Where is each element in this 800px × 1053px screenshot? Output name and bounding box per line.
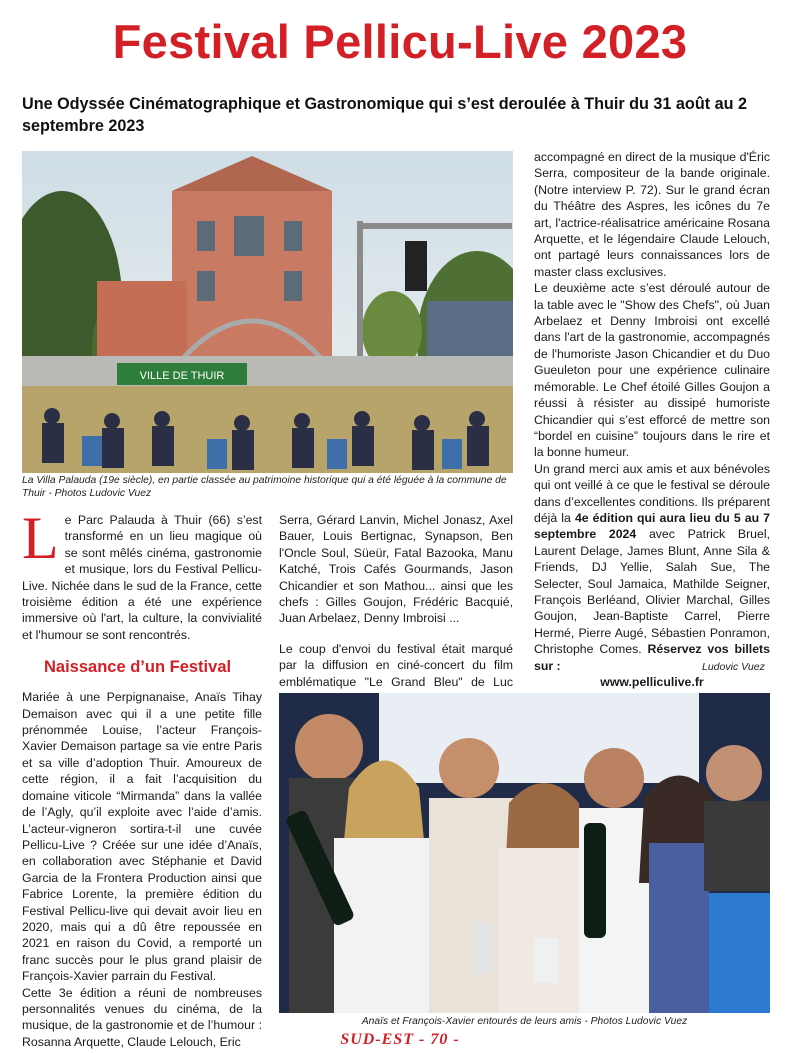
section-heading: Naissance d’un Festival [44, 658, 232, 677]
villa-photo [22, 151, 513, 473]
drop-cap: L [22, 505, 59, 571]
author-signature: Ludovic Vuez [702, 661, 765, 673]
group-photo [279, 693, 770, 1013]
col2-paragraph-2: Le coup d'envoi du festival était marqué par la diffusion en ciné-concert du film emblématique "Le Grand Bleu" de Luc [279, 641, 513, 689]
col3-paragraph-2: Le deuxième acte s’est déroulé autour de la table avec le "Show des Chefs", où Juan Arbelaez et Denny Imbroisi ont excellé dans l'art de la gastronomie, accompagnés de l'humoriste Jason Chicandier et du Duo Gueuleton pour une expérience culinaire mémorable. Le Chef étoilé Gilles Goujon a réussi à résister au dissipé humoriste Chicandier qui s’est efforcé de mettre son “bordel en cuisine” toujours dans le rire et la bonne humeur. [534, 281, 770, 460]
page-footer: SUD-EST - 70 - [340, 1031, 460, 1048]
group-illustration [279, 693, 770, 1013]
article-subtitle: Une Odyssée Cinématographique et Gastronomique qui s’est deroulée à Thuir du 31 août au 2 septembre 2023 [22, 95, 747, 135]
col1-paragraph-2: Cette 3e édition a réuni de nombreuses personnalités venues du cinéma, de la musique, de la gastronomie et de l’humour : Rosanna Arquette, Claude Lelouch, Eric [22, 985, 262, 1049]
tickets-label: Réservez vos billets sur : [534, 642, 770, 673]
tickets-link[interactable]: www.pelliculive.fr [600, 675, 704, 689]
group-photo-caption: Anaïs et François-Xavier entourés de leurs amis - Photos Ludovic Vuez [361, 1016, 688, 1027]
col3-paragraph-3-start: Un grand merci aux amis et aux bénévoles qui ont veillé à ce que le festival se déroule dans d’excellentes conditions. Ils préparent déjà la [534, 461, 770, 525]
column-3 [534, 149, 770, 690]
banner-text: VILLE DE THUIR [139, 370, 225, 382]
column-2 [279, 512, 513, 706]
col3-paragraph-3 [534, 461, 770, 674]
villa-illustration [22, 151, 513, 473]
col3-paragraph-3-end: avec Patrick Bruel, Laurent Delage, James Blunt, Anne Sila & Friends, DJ Yellie, Salah Sue, The Selecter, Soul Jamaica, Mathilde Seigner, François Berléand, Olivier Marchal, Gilles Goujon, Jean-Baptiste Carrel, Pierre Hermé, Pierre Augé, Sébastien Ponramon, Christophe Comes. [534, 527, 770, 657]
intro-text: e Parc Palauda à Thuir (66) s’est transformé en un lieu magique où se sont mêlés cinéma, gastronomie et musique, lors du Festival Pellicu-Live. Nichée dans le sud de la France, cette troisième édition a été une expérience immersive où l'art, la culture, la convivialité et l'humour se sont rencontrés. [22, 513, 262, 642]
villa-photo-caption: La Villa Palauda (19e siècle), en partie classée au patrimoine historique qui a été léguée à la commune de Thuir - Photos Ludovic Vuez [22, 475, 507, 499]
col1-paragraph-1: Mariée à une Perpignanaise, Anaïs Tihay Demaison avec qui il a une petite fille prénommée Louise, l’acteur François-Xavier Demaison partage sa vie entre Paris et sa ville d’adoption Thuir. Amoureux de cette région, il a fait l’acquisition du domaine viticole “Mirmanda” dans la vallée de l’Agly, qu’il exploite avec l’aide d’amis. L’acteur-vigneron sortira-t-il une cuvée Pellicu-Live ? Créée sur une idée d’Anaïs, en collaboration avec Stéphanie et David Garcia de la Frontera Production ainsi que Fabrice Lorente, la première édition du Festival Pellicu-live qui devait avoir lieu en 2020, mais qui a dû être repoussée en 2021 en raison du Covid, a remporté un franc succès pour le plus grand plaisir de François-Xavier parrain du Festival. [22, 690, 262, 984]
column-1 [22, 505, 262, 1050]
col2-paragraph-1: Serra, Gérard Lanvin, Michel Jonasz, Axel Bauer, Louis Bertignac, Synapson, Ben l'Oncle Soul, Süeür, Fatal Bazooka, Manu Katché, Trois Cafés Gourmands, Jason Chicandier et son Mathou... ainsi que les chefs : Gilles Goujon, Frédéric Bacquié, Juan Arbelaez, Denny Imbroisi ... [279, 513, 513, 626]
col3-paragraph-1: accompagné en direct de la musique d'Éric Serra, compositeur de la bande originale. (Notre interview P. 72). Sur le grand écran du Théâtre des Aspres, les icônes du 7e art, l'actrice-réalisatrice américaine Rosana Arquette, et le légendaire Claude Lelouch, ont partagé leurs connaissances lors de master class exclusives. [534, 150, 770, 279]
intro-paragraph [22, 505, 262, 643]
next-edition-dates: 4e édition qui aura lieu du 5 au 7 septembre 2024 [534, 510, 770, 542]
page-title: Festival Pellicu-Live 2023 [112, 15, 688, 68]
